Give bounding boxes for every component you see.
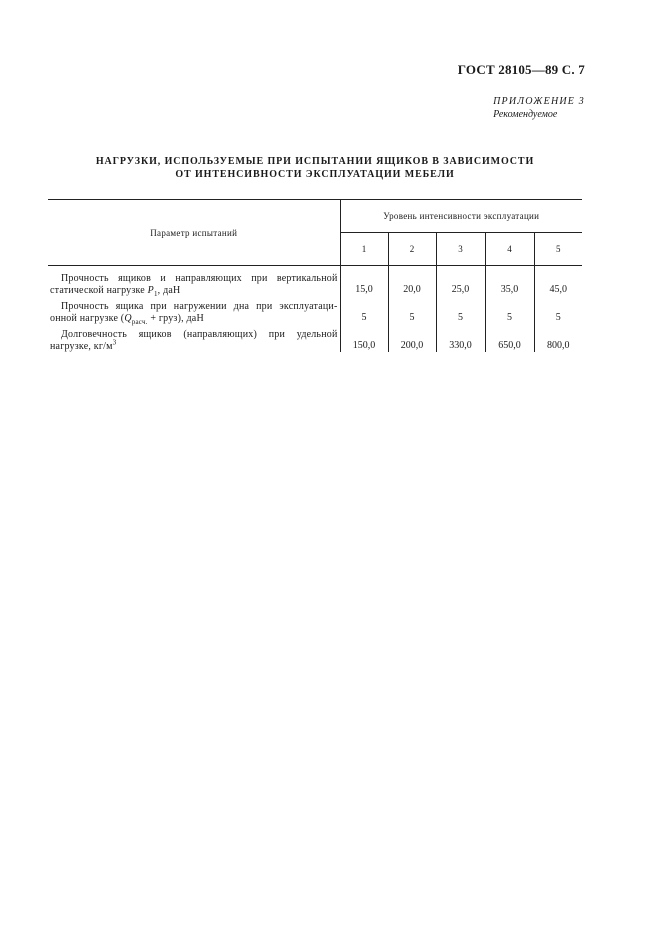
table-row — [48, 296, 582, 324]
value-cell: 5 — [485, 296, 534, 324]
value-cell: 5 — [555, 311, 561, 323]
param-text: Долговечность ящиков (направляющих) при удельной нагрузке, кг/м — [50, 329, 338, 352]
param-unit: , даН — [157, 284, 181, 296]
param-cell-bottom-load — [48, 296, 340, 324]
value-cell: 200,0 — [388, 324, 436, 352]
appendix-block — [493, 95, 585, 121]
value-cell: 45,0 — [549, 283, 568, 295]
value-cell: 5 — [340, 296, 388, 324]
param-text: Прочность ящика при нагружении дна при эксплуатаци-онной нагрузке ( — [50, 301, 338, 324]
table-title-line-2: ОТ ИНТЕНСИВНОСТИ ЭКСПЛУАТАЦИИ МЕБЕЛИ — [175, 169, 455, 180]
value-cell: 800,0 — [547, 339, 570, 351]
appendix-label: ПРИЛОЖЕНИЕ 3 — [493, 96, 585, 107]
level-header-1: 1 — [340, 233, 388, 266]
param-symbol-subscript: расч. — [131, 317, 148, 326]
param-unit: + груз), даН — [147, 312, 204, 324]
loads-table — [48, 199, 582, 352]
param-text: Прочность ящиков и направляющих при вертикальной статической нагрузке — [50, 273, 338, 296]
param-cell-vertical-static-load — [48, 266, 340, 297]
value-cell: 5 — [388, 296, 436, 324]
value-cell: 20,0 — [388, 266, 436, 297]
param-symbol: P — [147, 284, 154, 296]
level-header-4: 4 — [485, 233, 534, 266]
appendix-status: Рекомендуемое — [493, 109, 558, 120]
param-column-header: Параметр испытаний — [48, 200, 340, 266]
param-symbol: Q — [124, 312, 132, 324]
value-cell: 650,0 — [485, 324, 534, 352]
param-cell-durability — [48, 324, 340, 352]
table-title — [48, 155, 582, 181]
value-cell: 5 — [436, 296, 485, 324]
level-header-2: 2 — [388, 233, 436, 266]
level-header-3: 3 — [436, 233, 485, 266]
value-cell: 15,0 — [340, 266, 388, 297]
value-cell: 35,0 — [485, 266, 534, 297]
param-unit-superscript: 3 — [112, 338, 117, 347]
value-cell: 330,0 — [436, 324, 485, 352]
param-symbol-subscript: 1 — [153, 289, 158, 298]
table-row — [48, 266, 582, 297]
level-column-header: Уровень интенсивности эксплуатации — [340, 200, 582, 233]
page-header-doc-ref: ГОСТ 28105—89 С. 7 — [457, 62, 585, 77]
table-title-line-1: НАГРУЗКИ, ИСПОЛЬЗУЕМЫЕ ПРИ ИСПЫТАНИИ ЯЩИКОВ В ЗАВИСИМОСТИ — [95, 156, 535, 167]
level-header-5: 5 — [534, 233, 582, 266]
value-cell: 150,0 — [340, 324, 388, 352]
value-cell: 25,0 — [436, 266, 485, 297]
table-row — [48, 324, 582, 352]
